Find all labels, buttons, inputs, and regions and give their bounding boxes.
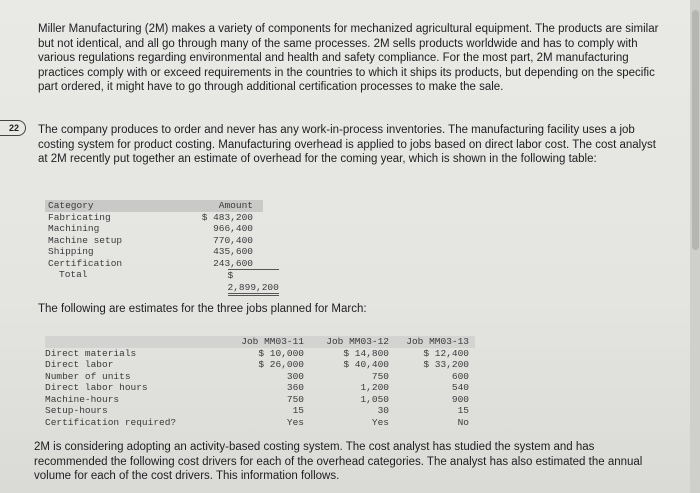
- category-cell: Machine setup: [48, 234, 123, 246]
- value-cell: $ 12,400: [423, 347, 469, 359]
- label-cell: Machine-hours: [45, 393, 120, 405]
- category-cell: Fabricating: [48, 211, 111, 223]
- total-label: Total: [59, 269, 88, 280]
- value-cell: 300: [286, 370, 304, 382]
- header-cell: Job MM03-13: [406, 336, 469, 347]
- table-row: [45, 223, 263, 235]
- table-header: [45, 336, 475, 348]
- value-cell: Yes: [371, 416, 389, 428]
- amount-cell: 435,600: [213, 246, 253, 257]
- label-cell: Direct materials: [45, 347, 137, 359]
- table-row: [45, 417, 475, 429]
- value-cell: 360: [286, 382, 304, 393]
- table-row: [45, 246, 263, 258]
- costing-paragraph: The company produces to order and never has any work-in-process inventories. The manufacturing facility uses a job costing system for product costing. Manufacturing overhead is applied to jobs based on direct labor cost. The cost analyst at 2M recently put together an estimate of overhead for the coming year, which is shown in the following table:: [38, 124, 656, 166]
- jobs-intro: The following are estimates for the three jobs planned for March:: [38, 303, 367, 315]
- label-cell: Direct labor: [45, 359, 114, 370]
- value-cell: 30: [377, 405, 389, 416]
- table-header: [45, 200, 263, 212]
- jobs-table: [45, 336, 475, 428]
- header-cell: [45, 336, 225, 348]
- header-amount: Amount: [218, 200, 253, 211]
- table-row: [45, 348, 475, 360]
- header-cell: Job MM03-11: [241, 336, 304, 347]
- intro-paragraph: Miller Manufacturing (2M) makes a variety of components for mechanized agricultural equipment. The products are similar but not identical, and all go through many of the same processes. 2M sells products worldwide and has to comply with various regulations regarding environmental and health and safety compliance. For the most part, 2M manufacturing practices comply with or exceed requirements in the countries to which it ships its products, but depending on the specific part ordered, it might have to go through additional certification processes to make the sale.: [38, 23, 659, 94]
- question-number-badge: 22: [0, 120, 26, 136]
- overhead-table: [45, 200, 279, 296]
- amount-cell: $ 483,200: [201, 211, 253, 223]
- category-cell: Machining: [48, 223, 100, 234]
- category-cell: Shipping: [48, 246, 94, 257]
- scrollbar[interactable]: [690, 0, 700, 493]
- value-cell: Yes: [286, 416, 304, 428]
- value-cell: $ 26,000: [258, 359, 304, 370]
- table-row: [45, 258, 263, 270]
- category-cell: Certification: [48, 257, 123, 269]
- table-row: [45, 394, 475, 406]
- value-cell: 600: [451, 370, 469, 382]
- header-cell: Job MM03-12: [326, 336, 389, 347]
- value-cell: 1,200: [360, 382, 389, 393]
- value-cell: 1,050: [360, 393, 389, 405]
- amount-cell: 243,600: [213, 257, 253, 269]
- label-cell: Setup-hours: [45, 405, 108, 416]
- table-row: [45, 382, 475, 394]
- label-cell: Certification required?: [45, 416, 177, 428]
- amount-cell: 966,400: [213, 223, 253, 234]
- value-cell: 15: [292, 405, 304, 416]
- table-row-total: [45, 269, 279, 296]
- value-cell: 750: [371, 370, 389, 382]
- value-cell: 900: [451, 393, 469, 405]
- amount-cell: 770,400: [213, 234, 253, 246]
- table-row: [45, 235, 263, 247]
- abc-paragraph: 2M is considering adopting an activity-based costing system. The cost analyst has studied the system and has recommended the following cost drivers for each of the overhead categories. The analyst has also estimated the annual volume for each of the cost drivers. This information follows.: [34, 441, 643, 483]
- value-cell: $ 14,800: [343, 347, 389, 359]
- scrollbar-thumb[interactable]: [692, 10, 699, 250]
- value-cell: No: [457, 416, 469, 428]
- table-row: [45, 212, 263, 224]
- label-cell: Direct labor hours: [45, 382, 148, 393]
- table-row: [45, 371, 475, 383]
- value-cell: $ 33,200: [423, 359, 469, 370]
- label-cell: Number of units: [45, 370, 131, 382]
- total-amount: $ 2,899,200: [228, 269, 279, 296]
- value-cell: 15: [457, 405, 469, 416]
- value-cell: 750: [286, 393, 304, 405]
- header-category: Category: [48, 200, 94, 211]
- table-row: [45, 359, 475, 371]
- value-cell: $ 40,400: [343, 359, 389, 370]
- value-cell: $ 10,000: [258, 347, 304, 359]
- value-cell: 540: [451, 382, 469, 393]
- table-row: [45, 405, 475, 417]
